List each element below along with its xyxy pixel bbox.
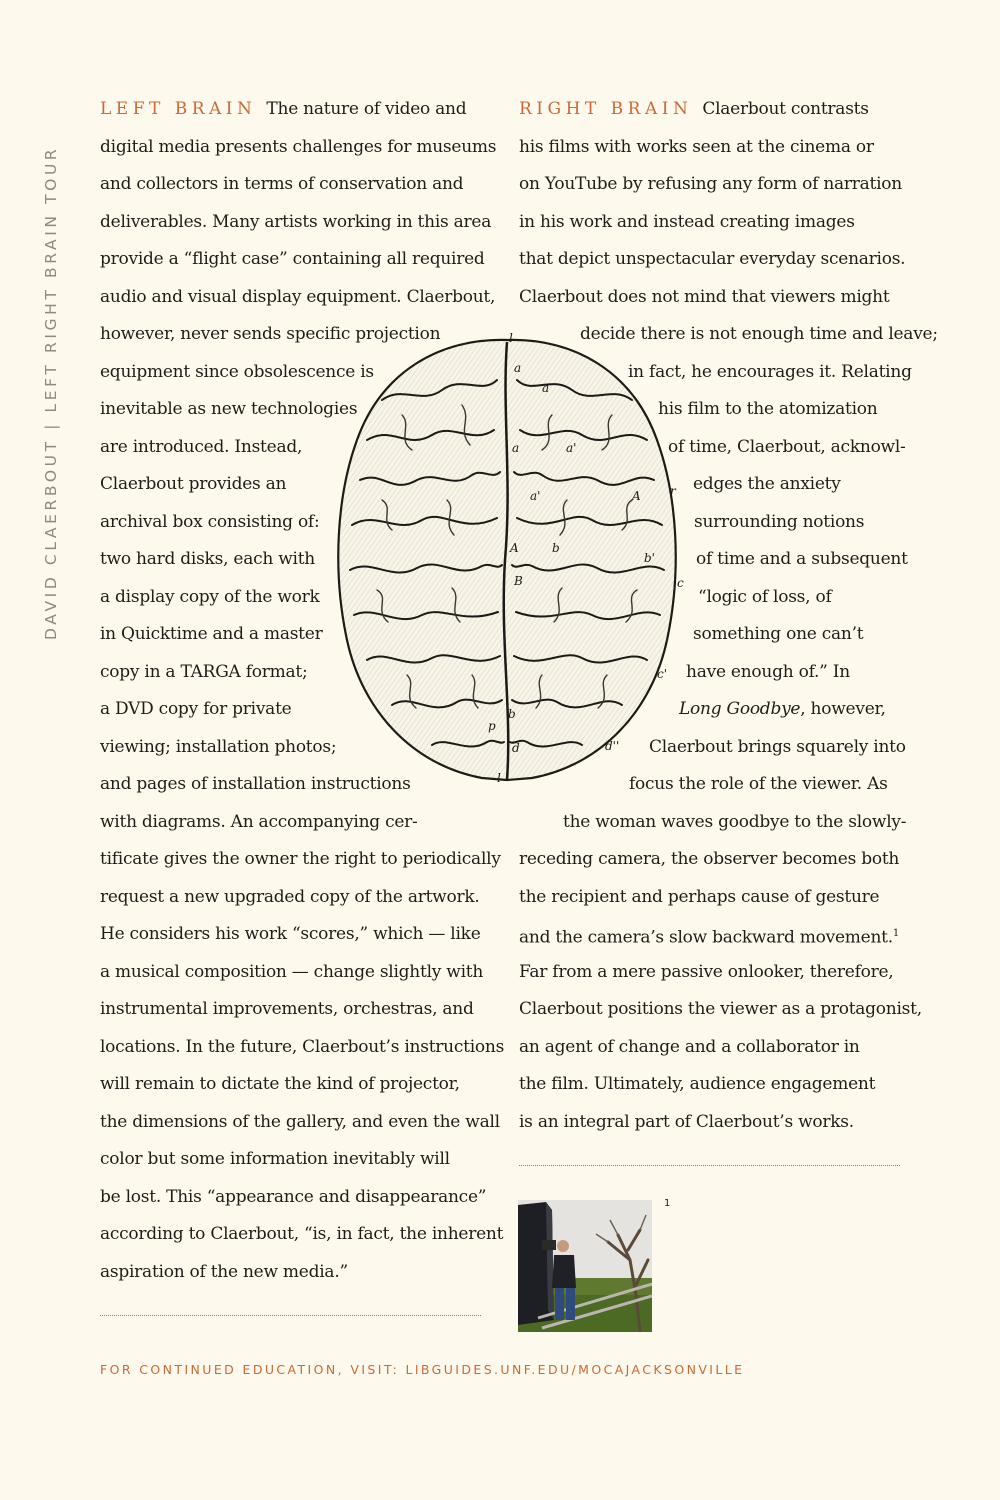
right-line: something one can’t <box>693 624 864 644</box>
left-line: a musical composition — change slightly with <box>100 961 484 982</box>
left-line: the dimensions of the gallery, and even the wall <box>100 1111 500 1132</box>
right-line: Far from a mere passive onlooker, therefore, <box>519 961 894 982</box>
brain-label: B <box>514 574 523 588</box>
left-line: provide a “flight case” containing all required <box>100 249 485 269</box>
right-column-divider <box>519 1165 900 1166</box>
right-line: his film to the atomization <box>658 399 878 419</box>
vertical-title-text: DAVID CLAERBOUT | LEFT RIGHT BRAIN TOUR <box>42 145 60 640</box>
left-line: with diagrams. An accompanying cer- <box>100 811 418 832</box>
brain-label: d'' <box>605 739 620 753</box>
right-line: RIGHT BRAIN Claerbout contrasts <box>519 99 869 119</box>
film-title: Long Goodbye <box>679 699 801 719</box>
brain-label: c <box>677 576 684 590</box>
left-line: a DVD copy for private <box>100 699 292 719</box>
left-line: instrumental improvements, orchestras, and <box>100 999 474 1019</box>
left-line: in Quicktime and a master <box>100 624 323 644</box>
brain-label: a <box>512 441 520 455</box>
right-line: of time and a subsequent <box>696 549 908 569</box>
brain-label: l <box>497 771 501 785</box>
right-line: in his work and instead creating images <box>519 211 855 232</box>
left-column-divider <box>100 1315 481 1316</box>
brain-label: a <box>514 361 522 375</box>
brain-label: b <box>508 707 516 721</box>
left-line: be lost. This “appearance and disappearance” <box>100 1186 487 1207</box>
left-line: a display copy of the work <box>100 586 320 607</box>
right-line: an agent of change and a collaborator in <box>519 1036 860 1057</box>
brain-label: p <box>488 719 496 733</box>
right-line: that depict unspectacular everyday scenarios. <box>519 249 906 269</box>
right-line: the film. Ultimately, audience engagement <box>519 1074 876 1094</box>
footer-link[interactable]: FOR CONTINUED EDUCATION, VISIT: LIBGUIDES.UNF.EDU/MOCAJACKSONVILLE <box>100 1362 745 1377</box>
brain-label: A <box>510 541 519 555</box>
left-line: archival box consisting of: <box>100 511 320 532</box>
brain-label: a' <box>530 489 541 503</box>
left-line: tificate gives the owner the right to periodically <box>100 849 501 869</box>
right-line: the woman waves goodbye to the slowly- <box>563 811 907 832</box>
film-set-photo <box>518 1200 652 1332</box>
brain-label: a <box>542 381 550 395</box>
left-line: digital media presents challenges for museums <box>100 136 497 157</box>
right-line: of time, Claerbout, acknowl- <box>668 436 906 457</box>
left-line: viewing; installation photos; <box>100 736 337 757</box>
brain-label: c' <box>657 667 668 681</box>
right-line: and the camera’s slow backward movement.$^1$ <box>519 927 900 948</box>
right-line: “logic of loss, of <box>698 586 832 607</box>
left-line: request a new upgraded copy of the artwork. <box>100 886 480 907</box>
left-line: He considers his work “scores,” which — like <box>100 924 481 944</box>
right-line: receding camera, the observer becomes both <box>519 849 900 869</box>
brain-label: d <box>512 741 520 755</box>
left-brain-heading: LEFT BRAIN <box>100 99 257 119</box>
brain-label: b <box>552 541 560 555</box>
right-line: focus the role of the viewer. As <box>629 774 888 794</box>
right-line: Claerbout does not mind that viewers might <box>519 286 890 307</box>
left-line: however, never sends specific projection <box>100 324 441 344</box>
left-line: deliverables. Many artists working in this area <box>100 211 492 232</box>
brain-label: b' <box>644 551 655 565</box>
footnote-ref: 1 <box>892 928 900 939</box>
left-line: copy in a TARGA format; <box>100 661 308 682</box>
left-line: will remain to dictate the kind of projector, <box>100 1074 460 1094</box>
right-line: Claerbout positions the viewer as a protagonist, <box>519 999 922 1019</box>
right-line: on YouTube by refusing any form of narration <box>519 174 902 194</box>
right-line: have enough of.” In <box>686 661 850 682</box>
vertical-running-title <box>36 95 66 655</box>
right-line: the recipient and perhaps cause of gesture <box>519 886 880 907</box>
brain-label: A <box>632 489 641 503</box>
left-line: and pages of installation instructions <box>100 774 411 794</box>
right-line: Claerbout brings squarely into <box>649 736 906 757</box>
left-line: LEFT BRAIN The nature of video and <box>100 99 467 119</box>
brain-label: a' <box>566 441 577 455</box>
left-line: and collectors in terms of conservation and <box>100 174 464 194</box>
right-line: his films with works seen at the cinema or <box>519 136 874 157</box>
footnote-number: 1 <box>664 1198 671 1209</box>
left-line: equipment since obsolescence is <box>100 361 374 382</box>
left-line: locations. In the future, Claerbout’s instructions <box>100 1036 505 1057</box>
left-line: two hard disks, each with <box>100 549 315 569</box>
left-line: color but some information inevitably will <box>100 1149 450 1169</box>
left-line: are introduced. Instead, <box>100 436 303 457</box>
brain-label: l <box>509 331 513 345</box>
brain-shape <box>338 340 675 780</box>
right-line: edges the anxiety <box>693 474 841 494</box>
footnote-photo <box>518 1200 652 1332</box>
left-line: audio and visual display equipment. Claerbout, <box>100 286 496 307</box>
left-line: inevitable as new technologies <box>100 399 358 419</box>
right-line: decide there is not enough time and leave; <box>580 324 938 344</box>
left-line: aspiration of the new media.” <box>100 1261 348 1282</box>
right-line: in fact, he encourages it. Relating <box>628 361 912 382</box>
right-brain-heading: RIGHT BRAIN <box>519 99 693 119</box>
left-line: according to Claerbout, “is, in fact, the inherent <box>100 1224 504 1244</box>
left-line: Claerbout provides an <box>100 474 287 494</box>
brain-illustration <box>322 330 692 785</box>
right-line: is an integral part of Claerbout’s works. <box>519 1111 854 1132</box>
right-line: Long Goodbye, however, <box>679 699 886 719</box>
right-line: surrounding notions <box>694 511 865 532</box>
brain-label: r <box>670 484 676 498</box>
